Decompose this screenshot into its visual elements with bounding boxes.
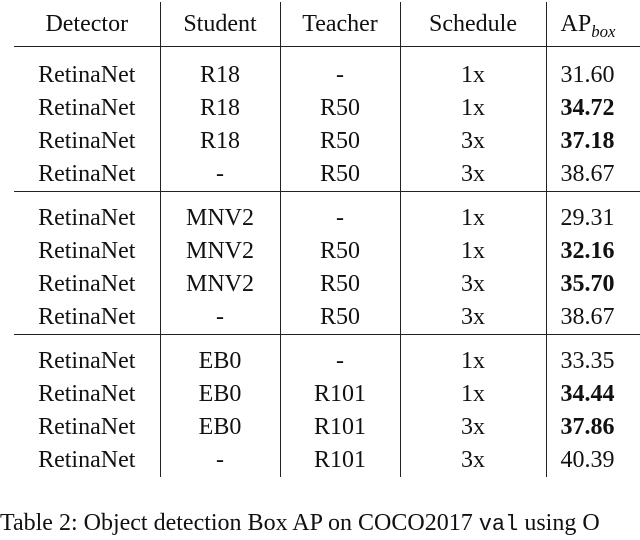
caption-prefix: Table 2: Object detection Box AP on COCO2017 (0, 510, 479, 536)
spacer-row (14, 192, 640, 202)
cell-ap: 29.31 (546, 202, 640, 235)
cell-student: - (160, 158, 280, 192)
cell-detector: RetinaNet (38, 205, 136, 231)
header-ap-sub: box (591, 21, 616, 41)
cell-teacher: - (280, 59, 400, 92)
cell-schedule: 3x (400, 158, 546, 192)
cell-student: EB0 (160, 345, 280, 378)
cell-student: EB0 (160, 411, 280, 444)
cell-teacher: R50 (280, 158, 400, 192)
cell-teacher: R50 (280, 92, 400, 125)
cell-teacher: - (280, 202, 400, 235)
cell-ap: 38.67 (546, 301, 640, 335)
header-schedule: Schedule (400, 2, 546, 47)
cell-schedule: 3x (400, 444, 546, 477)
spacer-cell (14, 335, 160, 345)
cell-schedule: 1x (400, 235, 546, 268)
cell-ap: 34.44 (546, 378, 640, 411)
cell-detector: RetinaNet (38, 348, 136, 374)
spacer-cell (400, 335, 546, 345)
cell-schedule: 3x (400, 268, 546, 301)
cell-detector: RetinaNet (38, 414, 136, 440)
cell-teacher: R101 (280, 378, 400, 411)
table-row (14, 92, 640, 125)
cell-student: MNV2 (160, 235, 280, 268)
table-row (14, 158, 640, 192)
cell-student: - (160, 444, 280, 477)
cell-student: EB0 (160, 378, 280, 411)
table-row (14, 301, 640, 335)
table-row (14, 125, 640, 158)
cell-schedule: 1x (400, 92, 546, 125)
caption-suffix: using O (518, 510, 600, 536)
cell-detector: RetinaNet (38, 304, 136, 330)
cell-ap: 40.39 (546, 444, 640, 477)
cell-student: R18 (160, 59, 280, 92)
spacer-cell (160, 47, 280, 59)
cell-schedule: 1x (400, 59, 546, 92)
cell-schedule: 3x (400, 301, 546, 335)
cell-student: R18 (160, 125, 280, 158)
header-teacher: Teacher (280, 2, 400, 47)
cell-ap: 32.16 (546, 235, 640, 268)
spacer-cell (546, 47, 640, 59)
spacer-cell (280, 335, 400, 345)
table-row (14, 444, 640, 477)
cell-schedule: 1x (400, 345, 546, 378)
cell-schedule: 3x (400, 125, 546, 158)
cell-detector: RetinaNet (38, 271, 136, 297)
table-row (14, 411, 640, 444)
spacer-row (14, 47, 640, 59)
table-row (14, 202, 640, 235)
cell-teacher: - (280, 345, 400, 378)
cell-detector: RetinaNet (38, 238, 136, 264)
cell-teacher: R50 (280, 235, 400, 268)
spacer-cell (280, 47, 400, 59)
cell-ap: 34.72 (546, 92, 640, 125)
table-header (14, 2, 640, 47)
spacer-cell (160, 335, 280, 345)
spacer-cell (400, 192, 546, 202)
table-row (14, 235, 640, 268)
cell-ap: 31.60 (546, 59, 640, 92)
cell-ap: 38.67 (546, 158, 640, 192)
table-row (14, 268, 640, 301)
table-row (14, 378, 640, 411)
cell-detector: RetinaNet (38, 447, 136, 473)
spacer-cell (400, 47, 546, 59)
table-row (14, 345, 640, 378)
cell-teacher: R101 (280, 444, 400, 477)
table-body (14, 47, 640, 478)
cell-schedule: 3x (400, 411, 546, 444)
header-ap (546, 2, 640, 47)
spacer-cell (546, 192, 640, 202)
cell-schedule: 1x (400, 378, 546, 411)
spacer-cell (280, 192, 400, 202)
cell-detector: RetinaNet (38, 161, 136, 187)
spacer-row (14, 335, 640, 345)
cell-detector: RetinaNet (38, 95, 136, 121)
table-row (14, 59, 640, 92)
cell-detector: RetinaNet (38, 62, 136, 88)
cell-student: - (160, 301, 280, 335)
header-ap-main: AP (560, 11, 592, 37)
spacer-cell (160, 192, 280, 202)
cell-teacher: R50 (280, 268, 400, 301)
cell-teacher: R50 (280, 301, 400, 335)
cell-student: MNV2 (160, 268, 280, 301)
spacer-cell (14, 47, 160, 59)
cell-teacher: R101 (280, 411, 400, 444)
header-detector: Detector (45, 11, 129, 37)
cell-ap: 37.86 (546, 411, 640, 444)
cell-ap: 35.70 (546, 268, 640, 301)
cell-teacher: R50 (280, 125, 400, 158)
cell-schedule: 1x (400, 202, 546, 235)
header-row (14, 2, 640, 47)
results-table-container (14, 2, 640, 477)
spacer-cell (546, 335, 640, 345)
cell-detector: RetinaNet (38, 128, 136, 154)
table-caption (0, 508, 640, 540)
spacer-cell (14, 192, 160, 202)
cell-detector: RetinaNet (38, 381, 136, 407)
cell-ap: 33.35 (546, 345, 640, 378)
cell-student: MNV2 (160, 202, 280, 235)
cell-ap: 37.18 (546, 125, 640, 158)
header-student: Student (160, 2, 280, 47)
results-table (14, 2, 640, 477)
caption-code: val (478, 512, 519, 537)
cell-student: R18 (160, 92, 280, 125)
